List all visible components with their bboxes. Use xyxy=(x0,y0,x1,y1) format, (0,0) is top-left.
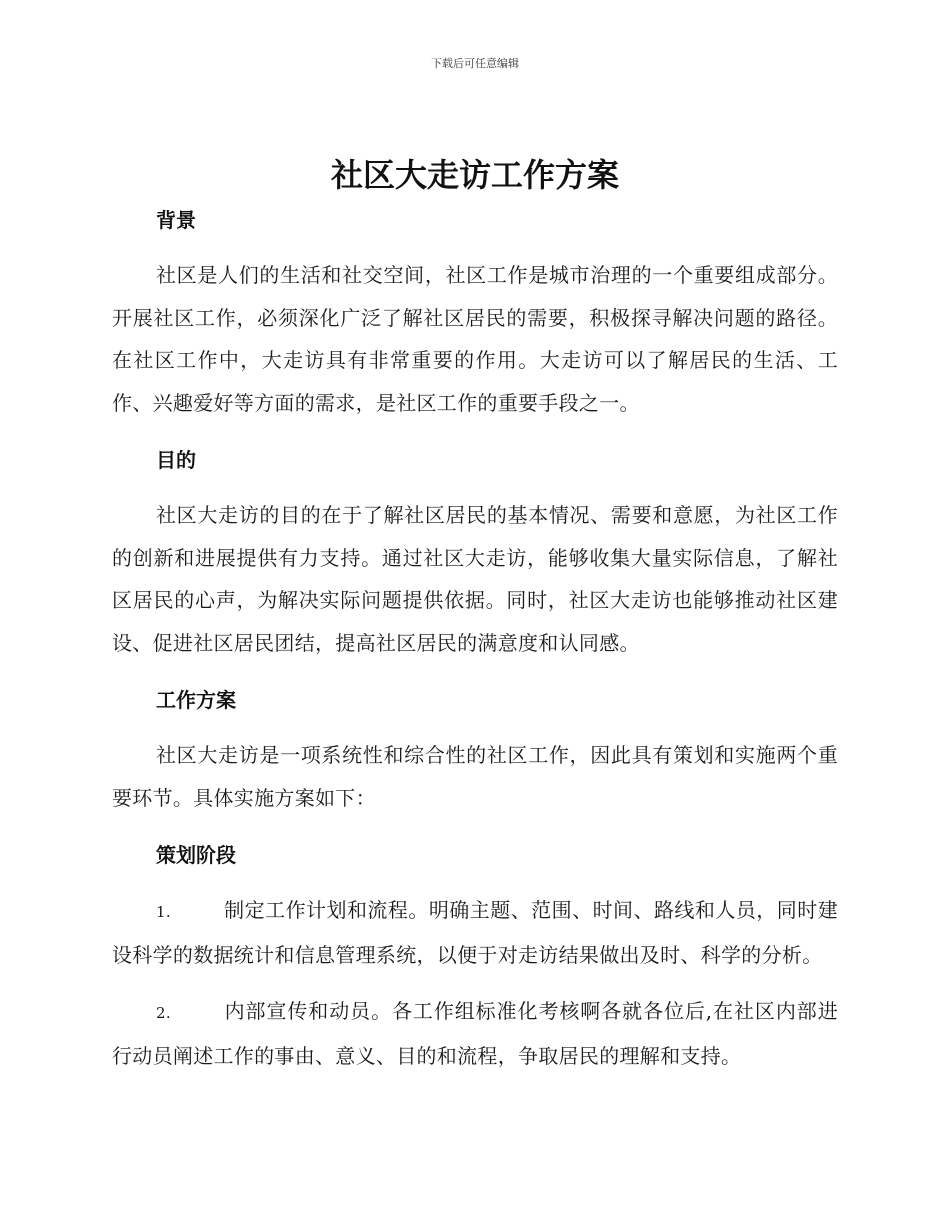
section-heading-planning-stage: 策划阶段 xyxy=(156,843,236,867)
list-text: 制定工作计划和流程。明确主题、范围、时间、路线和人员，同时建设科学的数据统计和信息管理系统，以便于对走访结果做出及时、科学的分析。 xyxy=(112,898,838,967)
document-body xyxy=(112,198,838,1077)
paragraph-purpose: 社区大走访的目的在于了解社区居民的基本情况、需要和意愿，为社区工作的创新和进展提供有力支持。通过社区大走访，能够收集大量实际信息，了解社区居民的心声，为解决实际问题提供依据。同时，社区大走访也能够推动社区建设、促进社区居民团结，提高社区居民的满意度和认同感。 xyxy=(112,503,838,655)
paragraph-plan: 社区大走访是一项系统性和综合性的社区工作，因此具有策划和实施两个重要环节。具体实施方案如下： xyxy=(112,743,838,810)
section-heading-background: 背景 xyxy=(156,208,196,232)
list-text: 内部宣传和动员。各工作组标准化考核啊各就各位后,在社区内部进行动员阐述工作的事由、意义、目的和流程，争取居民的理解和支持。 xyxy=(112,999,838,1068)
list-number: 1. xyxy=(156,903,171,921)
list-number: 2. xyxy=(156,1004,171,1022)
section-heading-purpose: 目的 xyxy=(156,448,196,472)
list-item xyxy=(112,889,838,976)
list-item xyxy=(112,990,838,1077)
paragraph-background: 社区是人们的生活和社交空间，社区工作是城市治理的一个重要组成部分。开展社区工作，必须深化广泛了解社区居民的需要，积极探寻解决问题的路径。在社区工作中，大走访具有非常重要的作用。大走访可以了解居民的生活、工作、兴趣爱好等方面的需求，是社区工作的重要手段之一。 xyxy=(112,263,838,415)
section-heading-plan: 工作方案 xyxy=(156,688,236,712)
header-note: 下载后可任意编辑 xyxy=(431,57,519,70)
document-title: 社区大走访工作方案 xyxy=(330,156,619,194)
